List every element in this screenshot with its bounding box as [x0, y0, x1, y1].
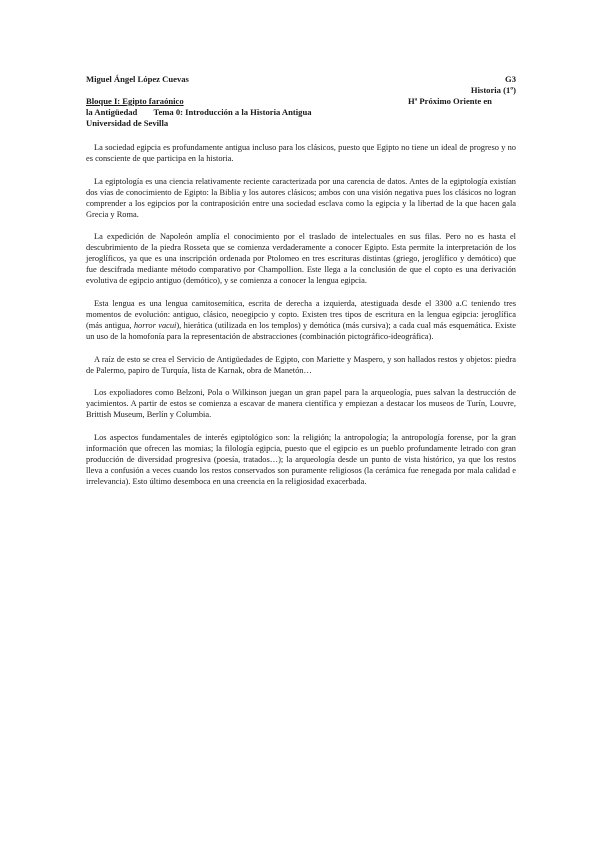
paragraph-text: Esta lengua es una lengua camitosemítica, escrita de derecha a izquierda, atestiguada desde el 3300 a.C teniendo tres momentos de evolución: antiguo, clásico, neoegipcio y copto. Existen tres tipos de escritura en la lengua egipcia: jeroglífica (más antigua, [86, 298, 516, 330]
subject-title: Hª Próximo Oriente en [408, 96, 492, 106]
university-name: Universidad de Sevilla [86, 118, 169, 128]
paragraph: Los expoliadores como Belzoni, Pola o Wilkinson juegan un gran papel para la arqueología, pues salvan la destrucción de yacimientos. A partir de estos se comienza a escavar de manera científica y empiezan a destacar los museos de Turín, Louvre, Brittish Museum, Berlín y Columbia. [86, 388, 516, 420]
paragraph-text: ), hierática (utilizada en los templos) y demótica (más cursiva); a cada cual más esquemática. Existe un uso de la homofonía para la representación de abstracciones (combinación pictográfico-ideográfica). [86, 320, 516, 341]
header-line-3 [86, 96, 516, 107]
paragraph: La egiptología es una ciencia relativamente reciente caracterizada por una carencia de datos. Antes de la egiptología existían dos vías de conocimiento de Egipto: la Biblia y los autores clásicos; ambos con una visión negativa pues los clásicos no logran comprender a los egipcios por la contraposición entre una sociedad esclava como la egipcia y la libertad de la que hacen gala Grecia y Roma. [86, 176, 516, 219]
block-title: Bloque I: Egipto faraónico [86, 96, 184, 106]
paragraph: La sociedad egipcia es profundamente antigua incluso para los clásicos, puesto que Egipto no tiene un ideal de progreso y no es consciente de que participa en la historia. [86, 143, 516, 163]
paragraph: La expedición de Napoleón amplía el conocimiento por el traslado de intelectuales en sus filas. Pero no es hasta el descubrimiento de la piedra Rosseta que se comienza verdaderamente a conocer Egipto. Esta permite la interpretación de los jeroglíficos, ya que es una inscripción ordenada por Ptolomeo en tres escrituras distintas (griego, jeroglífico y demótico) que fue descifrada mediante método comparativo por Champollion. Este llega a la conclusión de que el copto es una derivación evolutiva de egipcio antiguo (demótico), y se comienza a conocer la lengua egipcia. [86, 232, 516, 286]
course-label: Historia (1º) [470, 85, 516, 95]
group-label: G3 [505, 74, 516, 84]
paragraph [86, 299, 516, 343]
subject-title-continued: la Antigüedad [86, 107, 138, 117]
theme-title: Tema 0: Introducción a la Historia Antigua [153, 107, 312, 117]
author-name: Miguel Ángel López Cuevas [86, 74, 189, 84]
document-page [86, 74, 516, 500]
header-line-1 [86, 74, 516, 85]
paragraph: Los aspectos fundamentales de interés egiptológico son: la religión; la antropología; la antropología forense, por la gran información que ofrecen las momias; la filología egipcia, puesto que el egipcio es un pueblo profundamente letrado con gran producción de diversidad progresiva (poesía, tratados…); la arqueología desde un punto de vista histórico, ya que los restos lleva a confusión a veces cuando los restos conservados son puramente religiosos (la cerámica fue renegada por mala calidad e irrelevancia). Esto último desemboca en una creencia en la religiosidad exacerbada. [86, 433, 516, 486]
header-line-4 [86, 107, 516, 118]
latin-term: horror vacui [133, 320, 177, 330]
paragraph: A raíz de esto se crea el Servicio de Antigüedades de Egipto, con Mariette y Maspero, y son hallados restos y objetos: piedra de Palermo, papiro de Turquía, lista de Karnak, obra de Manetón… [86, 354, 516, 375]
